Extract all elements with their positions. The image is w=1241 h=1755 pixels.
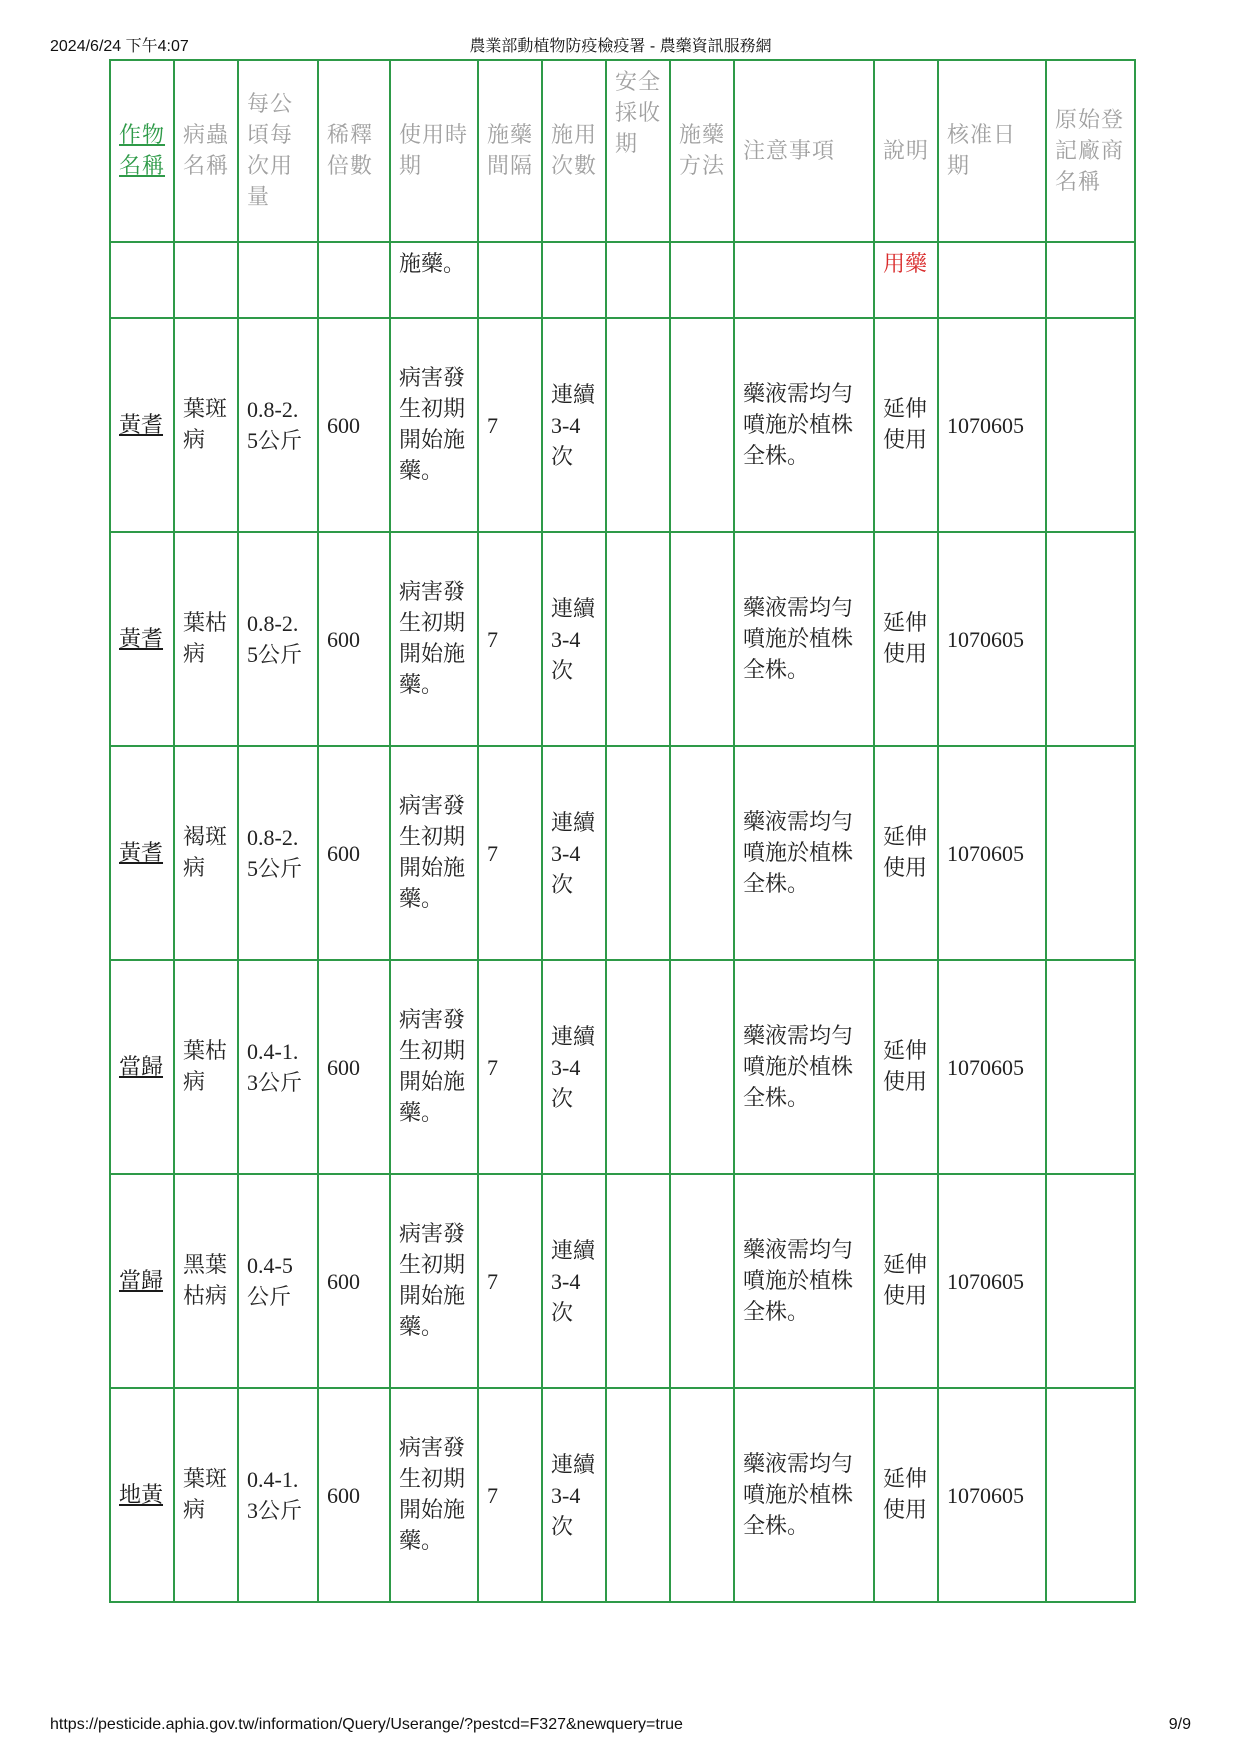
cell-interval: 7 — [478, 318, 542, 532]
cell-phi — [606, 1174, 670, 1388]
column-header-note: 說明 — [874, 60, 938, 242]
cell-times: 連續3-4次 — [542, 960, 606, 1174]
cell-method — [670, 318, 734, 532]
header-row — [110, 60, 1135, 242]
cell-period: 病害發生初期開始施藥。 — [390, 960, 478, 1174]
column-header-dose: 每公頃每次用量 — [238, 60, 318, 242]
cell-period: 施藥。 — [390, 242, 478, 318]
cell-date: 1070605 — [938, 1388, 1046, 1602]
cell-dose: 0.8-2.5公斤 — [238, 746, 318, 960]
cell-crop — [110, 242, 174, 318]
cell-crop[interactable] — [110, 746, 174, 960]
cell-date: 1070605 — [938, 318, 1046, 532]
cell-period: 病害發生初期開始施藥。 — [390, 532, 478, 746]
cell-dose — [238, 242, 318, 318]
print-timestamp: 2024/6/24 下午4:07 — [50, 38, 189, 55]
table-row — [110, 318, 1135, 532]
cell-times: 連續3-4次 — [542, 1174, 606, 1388]
cell-crop[interactable] — [110, 960, 174, 1174]
cell-maker — [1046, 1388, 1135, 1602]
cell-note: 延伸使用 — [874, 746, 938, 960]
cell-note: 延伸使用 — [874, 1174, 938, 1388]
table-row — [110, 746, 1135, 960]
cell-date: 1070605 — [938, 746, 1046, 960]
cell-interval: 7 — [478, 1388, 542, 1602]
cell-crop[interactable] — [110, 1388, 174, 1602]
cell-dose: 0.8-2.5公斤 — [238, 318, 318, 532]
cell-date — [938, 242, 1046, 318]
table-row — [110, 960, 1135, 1174]
cell-times: 連續3-4次 — [542, 746, 606, 960]
cell-maker — [1046, 318, 1135, 532]
column-header-pest: 病蟲名稱 — [174, 60, 238, 242]
cell-date: 1070605 — [938, 1174, 1046, 1388]
cell-maker — [1046, 532, 1135, 746]
cell-method — [670, 960, 734, 1174]
crop-link[interactable]: 當歸 — [119, 1054, 164, 1080]
column-header-times: 施用次數 — [542, 60, 606, 242]
cell-dilution: 600 — [318, 1388, 390, 1602]
cell-phi — [606, 242, 670, 318]
crop-link[interactable]: 地黃 — [119, 1482, 164, 1508]
cell-caution: 藥液需均勻噴施於植株全株。 — [734, 1174, 874, 1388]
table-row — [110, 1388, 1135, 1602]
cell-note: 延伸使用 — [874, 1388, 938, 1602]
cell-pest: 葉枯病 — [174, 532, 238, 746]
page-title: 農業部動植物防疫檢疫署 - 農藥資訊服務網 — [469, 38, 772, 55]
cell-dilution: 600 — [318, 746, 390, 960]
cell-method — [670, 1388, 734, 1602]
cell-caution: 藥液需均勻噴施於植株全株。 — [734, 746, 874, 960]
cell-method — [670, 1174, 734, 1388]
cell-dilution: 600 — [318, 532, 390, 746]
cell-pest: 黑葉枯病 — [174, 1174, 238, 1388]
column-header-maker: 原始登記廠商名稱 — [1046, 60, 1135, 242]
table-row — [110, 532, 1135, 746]
cell-maker — [1046, 960, 1135, 1174]
cell-period: 病害發生初期開始施藥。 — [390, 318, 478, 532]
cell-interval — [478, 242, 542, 318]
cell-date: 1070605 — [938, 960, 1046, 1174]
cell-caution: 藥液需均勻噴施於植株全株。 — [734, 532, 874, 746]
column-header-dilution: 稀釋倍數 — [318, 60, 390, 242]
cell-maker — [1046, 1174, 1135, 1388]
cell-phi — [606, 318, 670, 532]
cell-times: 連續3-4次 — [542, 532, 606, 746]
cell-caution: 藥液需均勻噴施於植株全株。 — [734, 1388, 874, 1602]
cell-note: 延伸使用 — [874, 960, 938, 1174]
cell-dose: 0.4-1.3公斤 — [238, 1388, 318, 1602]
column-header-caution: 注意事項 — [734, 60, 874, 242]
cell-date: 1070605 — [938, 532, 1046, 746]
cell-dose: 0.4-5公斤 — [238, 1174, 318, 1388]
crop-link[interactable]: 當歸 — [119, 1268, 164, 1294]
cell-maker — [1046, 746, 1135, 960]
cell-period: 病害發生初期開始施藥。 — [390, 746, 478, 960]
column-header-period: 使用時期 — [390, 60, 478, 242]
cell-times: 連續3-4次 — [542, 318, 606, 532]
cell-dilution: 600 — [318, 318, 390, 532]
cell-pest — [174, 242, 238, 318]
column-header-phi: 安全採收期 — [606, 60, 670, 242]
table-row-continued — [110, 242, 1135, 318]
cell-dilution: 600 — [318, 960, 390, 1174]
cell-times: 連續3-4次 — [542, 1388, 606, 1602]
cell-phi — [606, 532, 670, 746]
cell-pest: 葉斑病 — [174, 318, 238, 532]
cell-crop[interactable] — [110, 318, 174, 532]
cell-dilution — [318, 242, 390, 318]
cell-note: 用藥 — [874, 242, 938, 318]
cell-phi — [606, 1388, 670, 1602]
page-number: 9/9 — [1168, 1716, 1191, 1733]
page-url: https://pesticide.aphia.gov.tw/information/Query/Userange/?pestcd=F327&newquery=true — [50, 1716, 683, 1733]
crop-link[interactable]: 黃耆 — [119, 840, 164, 866]
cell-dose: 0.8-2.5公斤 — [238, 532, 318, 746]
table-row — [110, 1174, 1135, 1388]
cell-interval: 7 — [478, 960, 542, 1174]
cell-dose: 0.4-1.3公斤 — [238, 960, 318, 1174]
cell-maker — [1046, 242, 1135, 318]
cell-phi — [606, 960, 670, 1174]
cell-method — [670, 242, 734, 318]
crop-link[interactable]: 黃耆 — [119, 412, 164, 438]
cell-period: 病害發生初期開始施藥。 — [390, 1174, 478, 1388]
cell-caution: 藥液需均勻噴施於植株全株。 — [734, 960, 874, 1174]
pesticide-usage-table — [109, 59, 1136, 1603]
cell-interval: 7 — [478, 532, 542, 746]
column-header-interval: 施藥間隔 — [478, 60, 542, 242]
cell-dilution: 600 — [318, 1174, 390, 1388]
cell-crop[interactable] — [110, 532, 174, 746]
cell-period: 病害發生初期開始施藥。 — [390, 1388, 478, 1602]
cell-pest: 褐斑病 — [174, 746, 238, 960]
cell-method — [670, 746, 734, 960]
cell-pest: 葉斑病 — [174, 1388, 238, 1602]
column-header-crop[interactable]: 作物名稱 — [110, 60, 174, 242]
cell-interval: 7 — [478, 1174, 542, 1388]
cell-note: 延伸使用 — [874, 318, 938, 532]
cell-interval: 7 — [478, 746, 542, 960]
cell-pest: 葉枯病 — [174, 960, 238, 1174]
column-header-date: 核准日期 — [938, 60, 1046, 242]
cell-note: 延伸使用 — [874, 532, 938, 746]
cell-method — [670, 532, 734, 746]
cell-crop[interactable] — [110, 1174, 174, 1388]
cell-phi — [606, 746, 670, 960]
crop-link[interactable]: 黃耆 — [119, 626, 164, 652]
column-header-method: 施藥方法 — [670, 60, 734, 242]
cell-caution: 藥液需均勻噴施於植株全株。 — [734, 318, 874, 532]
cell-caution — [734, 242, 874, 318]
cell-times — [542, 242, 606, 318]
